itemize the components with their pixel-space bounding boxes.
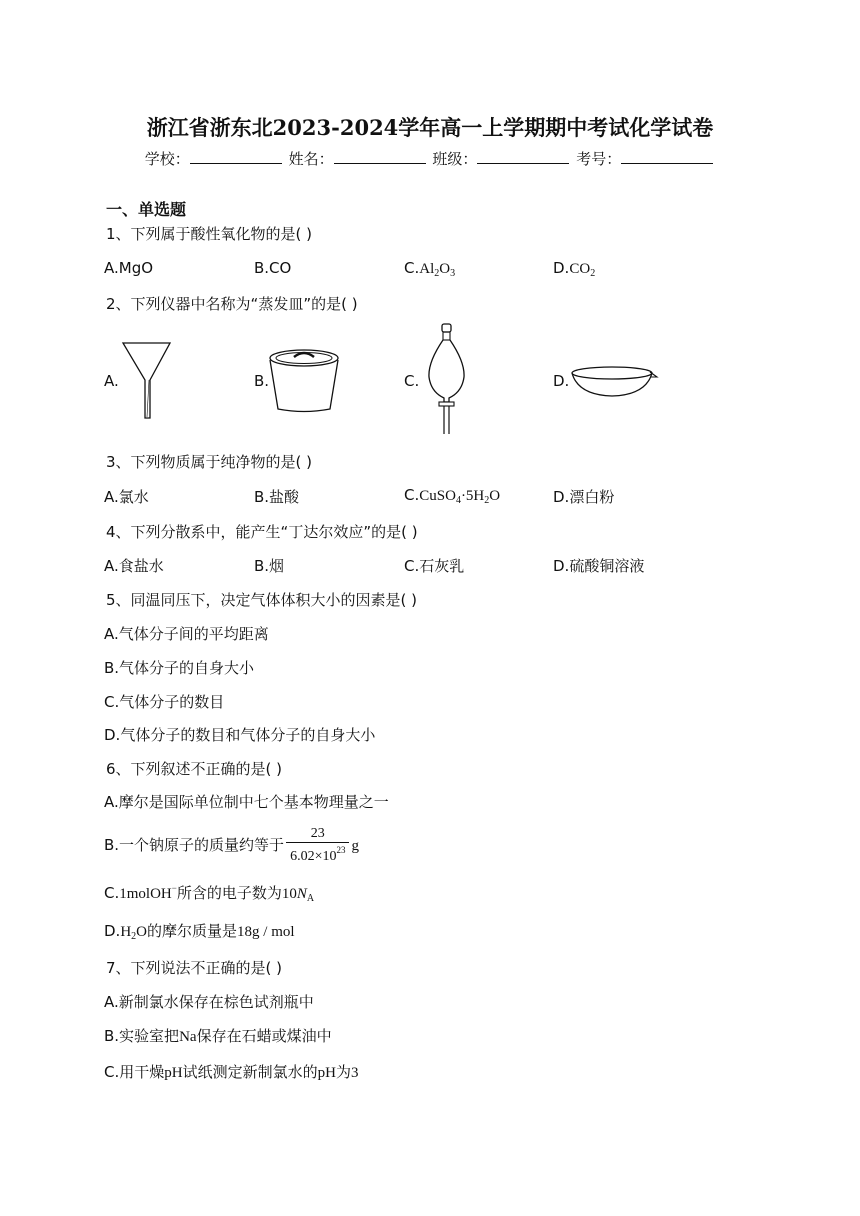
q3-option-c[interactable] — [404, 486, 500, 506]
q3-option-d[interactable]: D.漂白粉 — [553, 488, 615, 506]
beaker-with-lid-icon — [266, 346, 342, 414]
q7-option-c-text: 试纸测定新制氯水的 — [182, 1063, 318, 1081]
school-blank[interactable] — [190, 149, 282, 164]
unit-gram: g — [351, 838, 359, 854]
value-molar-mass: 18g / mol — [237, 924, 295, 940]
q5-option-a[interactable]: A.气体分子间的平均距离 — [104, 625, 269, 643]
question-4-stem: 4、下列分散系中，能产生“丁达尔效应”的是( ) — [106, 523, 418, 541]
q7-option-c-label: C.用干燥 — [104, 1063, 165, 1081]
name-blank[interactable] — [334, 149, 426, 164]
q4-option-a[interactable]: A.食盐水 — [104, 557, 164, 575]
question-2-stem: 2、下列仪器中名称为“蒸发皿”的是( ) — [106, 295, 358, 313]
q5-option-d[interactable]: D.气体分子的数目和气体分子的自身大小 — [104, 726, 376, 744]
q6-option-d-text: 的摩尔质量是 — [147, 922, 238, 940]
q6-option-a[interactable]: A.摩尔是国际单位制中七个基本物理量之一 — [104, 793, 389, 811]
question-7-stem: 7、下列说法不正确的是( ) — [106, 959, 283, 977]
q2-option-d[interactable]: D. — [553, 372, 570, 390]
q6-option-c-label: C. — [104, 884, 120, 902]
q3-option-c-label: C. — [404, 486, 420, 504]
q6-option-d-label: D. — [104, 922, 121, 940]
formula-cuso4-5h2o: $CuSO_4\cdot 5H_2O$ — [419, 488, 501, 506]
q7-option-c[interactable] — [104, 1061, 358, 1082]
q1-option-d[interactable] — [553, 259, 595, 279]
q7-option-a[interactable]: A.新制氯水保存在棕色试剂瓶中 — [104, 993, 314, 1011]
q3-option-a[interactable]: A.氯水 — [104, 488, 149, 506]
funnel-icon — [120, 340, 175, 422]
q3-option-b[interactable]: B.盐酸 — [254, 488, 300, 506]
question-6-stem: 6、下列叙述不正确的是( ) — [106, 760, 283, 778]
evaporating-dish-icon — [568, 364, 660, 400]
school-label: 学校： — [144, 150, 190, 168]
separatory-funnel-icon — [422, 322, 472, 438]
id-label: 考号： — [576, 150, 622, 168]
q6-option-b-label: B.一个钠原子的质量约等于 — [104, 836, 285, 854]
q7-option-c-text-2: 为 — [335, 1063, 351, 1081]
q6-option-d[interactable] — [104, 920, 295, 942]
question-1-stem: 1、下列属于酸性氧化物的是( ) — [106, 225, 313, 243]
page-title: 浙江省浙东北2023-2024学年高一上学期期中考试化学试卷 — [146, 115, 714, 140]
q1-option-c[interactable] — [404, 259, 455, 279]
term-ph: pH — [164, 1065, 183, 1081]
q2-option-b[interactable]: B. — [254, 372, 270, 390]
q6-option-b[interactable] — [104, 826, 359, 865]
formula-h2o: $H_2O$ — [120, 924, 148, 942]
value-ph: 3 — [350, 1065, 359, 1081]
q1-option-d-label: D. — [553, 259, 570, 277]
q4-option-c[interactable]: C.石灰乳 — [404, 557, 465, 575]
q1-option-c-label: C. — [404, 259, 420, 277]
q7-option-b-text: 保存在石蜡或煤油中 — [196, 1027, 332, 1045]
term-ph-2: pH — [317, 1065, 336, 1081]
q6-option-c-text: 所含的电子数为 — [176, 884, 282, 902]
q7-option-b[interactable] — [104, 1025, 332, 1046]
formula-co2: $CO_2$ — [569, 261, 596, 279]
student-info-line — [0, 148, 860, 169]
q1-option-b[interactable]: B.CO — [254, 259, 292, 277]
q4-option-d[interactable]: D.硫酸铜溶液 — [553, 557, 645, 575]
id-blank[interactable] — [621, 149, 713, 164]
formula-al2o3: $Al_2O_3$ — [419, 261, 456, 279]
q5-option-c[interactable]: C.气体分子的数目 — [104, 693, 225, 711]
q1-option-a[interactable]: A.MgO — [104, 259, 154, 277]
class-label: 班级： — [432, 150, 478, 168]
q5-option-b[interactable]: B.气体分子的自身大小 — [104, 659, 255, 677]
question-5-stem: 5、同温同压下，决定气体体积大小的因素是( ) — [106, 591, 418, 609]
q6-option-c[interactable] — [104, 882, 314, 904]
q4-option-b[interactable]: B.烟 — [254, 557, 285, 575]
question-3-stem: 3、下列物质属于纯净物的是( ) — [106, 453, 313, 471]
fraction-na-mass: $\frac{23}{6.02\times 10^{23}}$ — [286, 826, 349, 865]
formula-1mol-oh: 1molOH− — [119, 883, 177, 902]
q7-option-b-label: B.实验室把 — [104, 1027, 180, 1045]
q2-option-a[interactable]: A. — [104, 372, 119, 390]
formula-na: Na — [179, 1029, 197, 1045]
section-heading: 一、单选题 — [106, 200, 187, 219]
class-blank[interactable] — [477, 149, 569, 164]
q2-option-c[interactable]: C. — [404, 372, 420, 390]
name-label: 姓名： — [288, 150, 334, 168]
formula-10na: $10N_A$ — [281, 886, 315, 904]
